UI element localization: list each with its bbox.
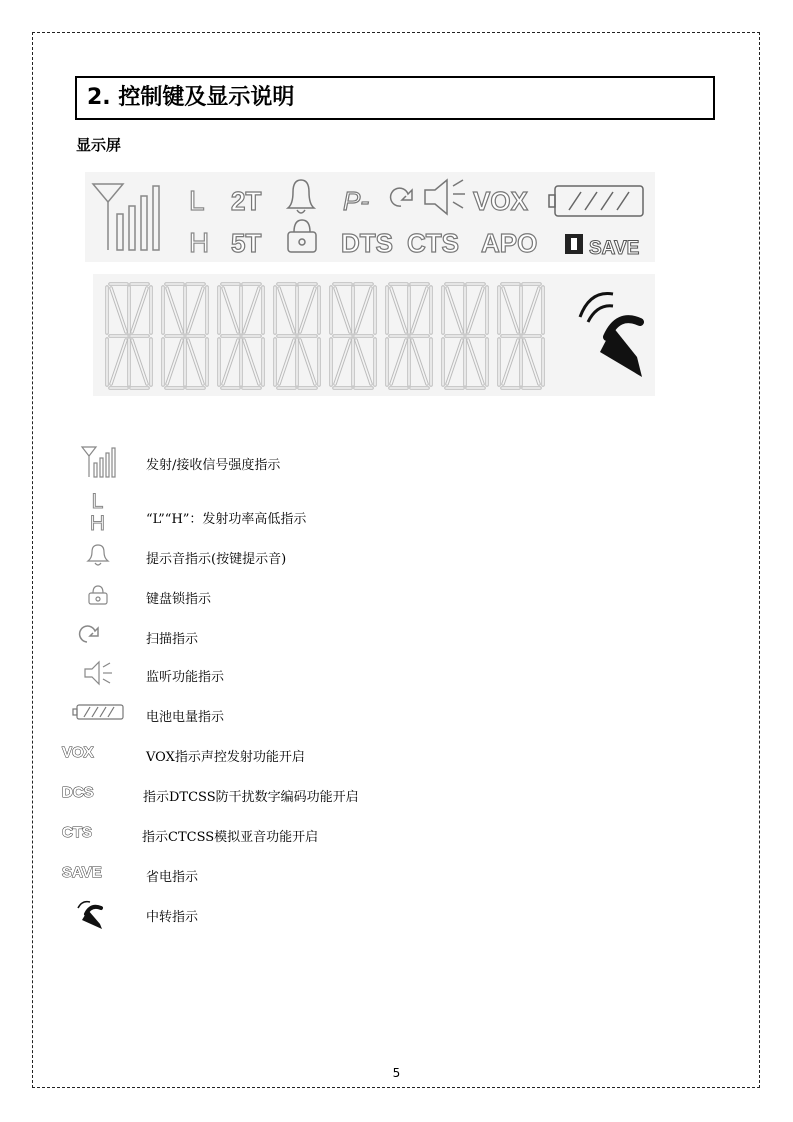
lcd-5t-text: 5T — [231, 228, 262, 258]
display-heading: 显示屏 — [76, 136, 122, 154]
legend-row-vox — [0, 738, 793, 778]
lcd-cts-text: CTS — [407, 228, 459, 258]
battery-icon — [70, 698, 125, 726]
legend-row-signal — [0, 444, 793, 484]
lcd-l-text: L — [189, 185, 205, 216]
vox-label — [62, 738, 122, 766]
legend-row-cts — [0, 818, 793, 858]
lcd-save-text: SAVE — [589, 238, 640, 259]
lcd-h-text: H — [189, 227, 210, 258]
vox-tag: VOX — [62, 743, 94, 761]
cts-label — [62, 818, 122, 846]
legend-row-repeater — [0, 896, 793, 936]
repeater-icon — [62, 896, 117, 932]
legend-desc: 中转指示 — [146, 910, 199, 925]
legend-desc: 键盘锁指示 — [146, 592, 212, 607]
legend-desc: 提示音指示(按键提示音) — [146, 552, 287, 567]
legend-row-lock — [0, 580, 793, 620]
legend-desc: 电池电量指示 — [146, 710, 225, 725]
section-title: 2. 控制键及显示说明 — [75, 76, 715, 120]
legend-row-dcs — [0, 778, 793, 818]
legend-row-bell — [0, 540, 793, 580]
legend-row-power — [0, 488, 793, 535]
lock-icon — [70, 580, 125, 610]
lcd-save-icon — [565, 234, 583, 254]
scan-icon — [62, 620, 117, 648]
save-tag: SAVE — [62, 863, 102, 881]
lcd-svg — [85, 172, 655, 397]
power-h-glyph: H — [89, 512, 106, 535]
bell-icon — [70, 540, 125, 570]
legend-desc: “L”“H”：发射功率高低指示 — [146, 512, 307, 527]
legend-row-battery — [0, 698, 793, 738]
power-l-glyph: L — [91, 490, 104, 513]
lcd-2t-text: 2T — [231, 186, 262, 216]
legend-row-save — [0, 858, 793, 898]
legend-desc: 指示CTCSS模拟亚音功能开启 — [142, 830, 319, 845]
legend-desc: 指示DTCSS防干扰数字编码功能开启 — [143, 790, 359, 805]
legend-desc: 扫描指示 — [146, 632, 199, 647]
dcs-label — [62, 778, 122, 806]
cts-tag: CTS — [62, 823, 92, 841]
lcd-apo-text: APO — [481, 228, 538, 258]
lcd-vox-text: VOX — [473, 186, 528, 216]
power-level-icon — [70, 488, 125, 538]
legend-desc: 发射/接收信号强度指示 — [146, 458, 281, 473]
speaker-icon — [70, 658, 125, 688]
legend-row-speaker — [0, 658, 793, 698]
page-number: 5 — [392, 1066, 401, 1080]
legend-desc: 省电指示 — [146, 870, 199, 885]
lcd-display-illustration — [85, 172, 655, 397]
lcd-dts-text: DTS — [341, 228, 393, 258]
signal-strength-icon — [70, 444, 125, 480]
legend-desc: 监听功能指示 — [146, 670, 225, 685]
dcs-tag: DCS — [62, 783, 94, 801]
lcd-p-text: P- — [343, 186, 369, 216]
save-label — [62, 858, 122, 886]
legend-desc: VOX指示声控发射功能开启 — [146, 750, 305, 765]
legend-row-scan — [0, 620, 793, 660]
